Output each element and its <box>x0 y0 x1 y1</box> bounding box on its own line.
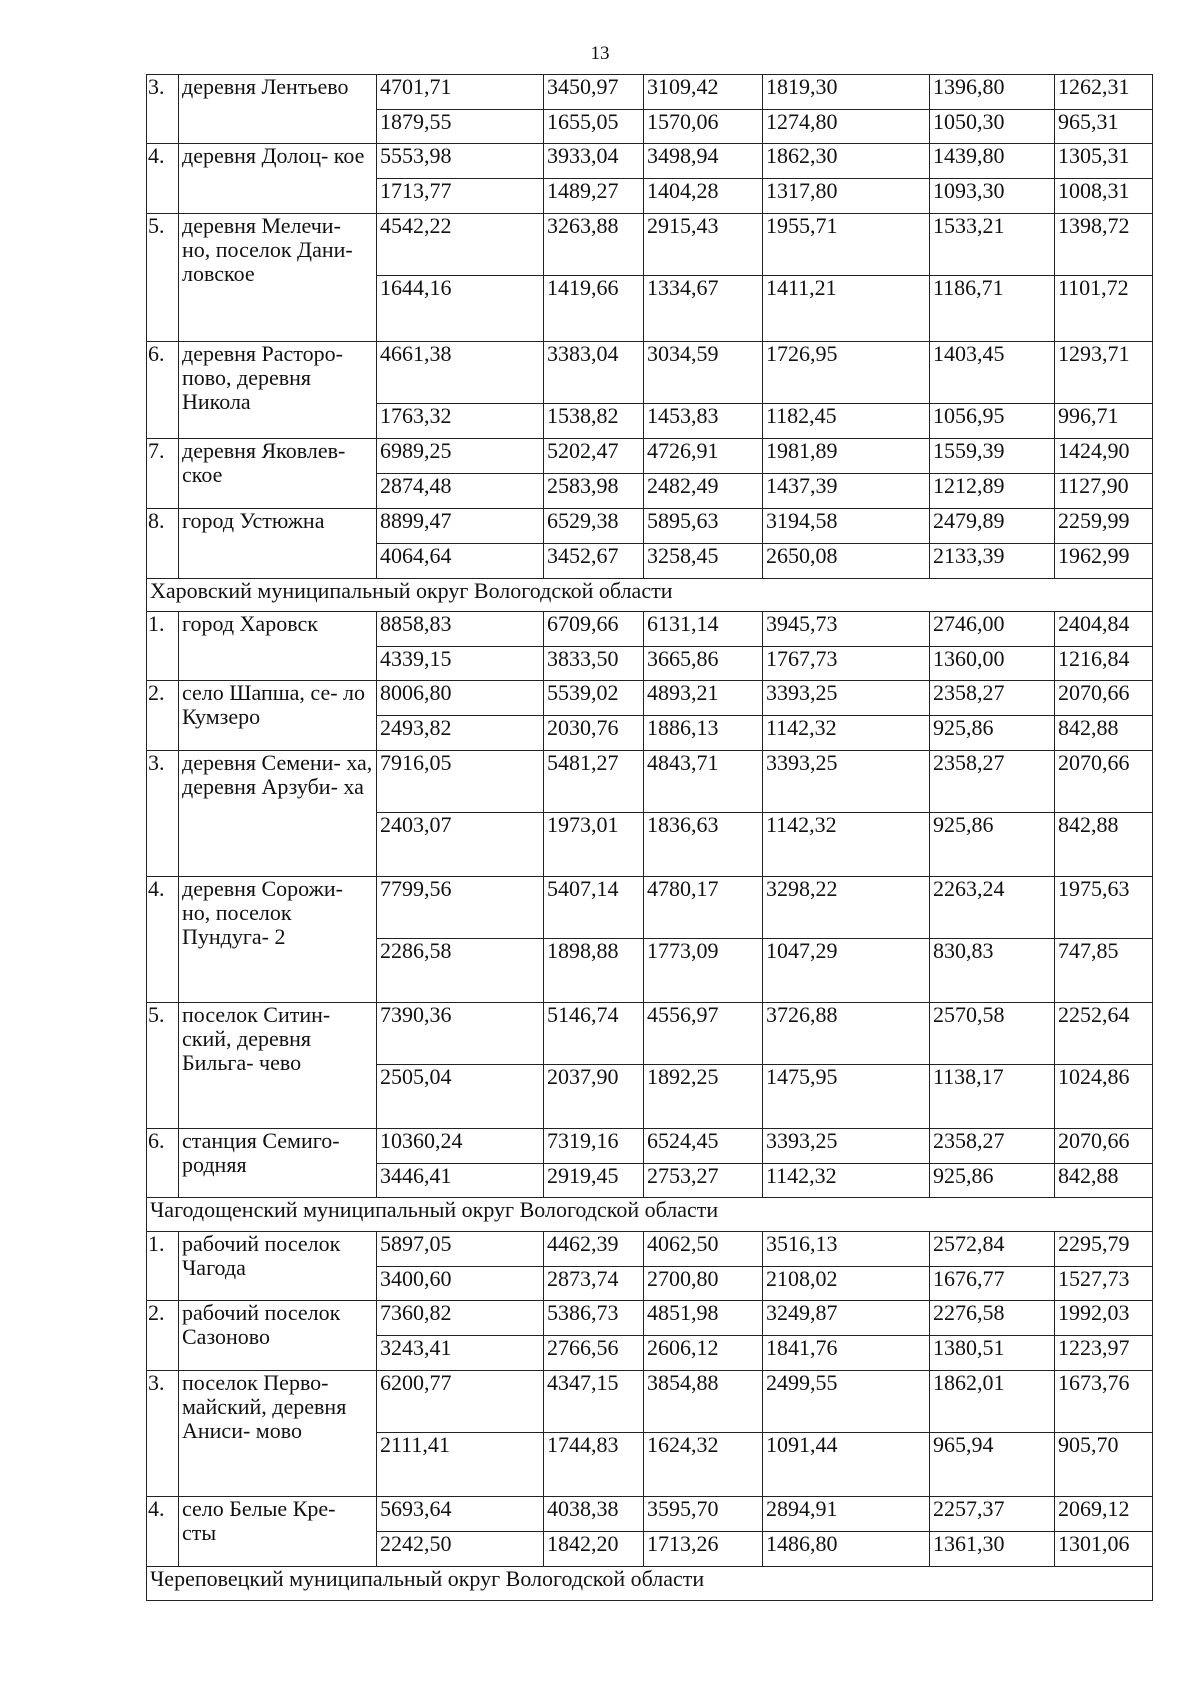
table-row <box>147 439 1153 474</box>
value-cell: 3383,04 <box>544 342 644 404</box>
table-row <box>147 214 1153 276</box>
value-cell: 2030,76 <box>544 716 644 751</box>
value-cell: 7799,56 <box>377 877 544 939</box>
settlement-name: деревня Долоц- кое <box>179 144 377 214</box>
value-cell: 3665,86 <box>644 647 763 681</box>
table-row <box>147 1497 1153 1532</box>
value-cell: 1453,83 <box>644 404 763 439</box>
value-cell: 5553,98 <box>377 144 544 179</box>
value-cell: 2403,07 <box>377 813 544 877</box>
row-number: 1. <box>147 612 179 681</box>
value-cell: 830,83 <box>930 939 1055 1003</box>
value-cell: 1050,30 <box>930 110 1055 144</box>
value-cell: 2874,48 <box>377 474 544 509</box>
row-number: 7. <box>147 439 179 509</box>
value-cell: 5202,47 <box>544 439 644 474</box>
settlement-name: деревня Расторо- пово, деревня Никола <box>179 342 377 439</box>
value-cell: 1411,21 <box>763 276 930 342</box>
value-cell: 1892,25 <box>644 1065 763 1129</box>
value-cell: 3446,41 <box>377 1164 544 1198</box>
value-cell: 1439,80 <box>930 144 1055 179</box>
value-cell: 1486,80 <box>763 1532 930 1567</box>
value-cell: 4462,39 <box>544 1232 644 1267</box>
value-cell: 2259,99 <box>1055 509 1153 544</box>
settlement-name: город Устюжна <box>179 509 377 579</box>
row-number: 6. <box>147 342 179 439</box>
value-cell: 3833,50 <box>544 647 644 681</box>
table-row <box>147 509 1153 544</box>
value-cell: 4851,98 <box>644 1301 763 1336</box>
value-cell: 2650,08 <box>763 544 930 579</box>
value-cell: 5539,02 <box>544 681 644 716</box>
row-number: 4. <box>147 1497 179 1567</box>
value-cell: 4064,64 <box>377 544 544 579</box>
value-cell: 2252,64 <box>1055 1003 1153 1065</box>
value-cell: 1182,45 <box>763 404 930 439</box>
value-cell: 5481,27 <box>544 751 644 813</box>
value-cell: 1673,76 <box>1055 1371 1153 1433</box>
value-cell: 1981,89 <box>763 439 930 474</box>
value-cell: 2069,12 <box>1055 1497 1153 1532</box>
value-cell: 2572,84 <box>930 1232 1055 1267</box>
value-cell: 1091,44 <box>763 1433 930 1497</box>
row-number: 8. <box>147 509 179 579</box>
value-cell: 3258,45 <box>644 544 763 579</box>
value-cell: 3516,13 <box>763 1232 930 1267</box>
value-cell: 2070,66 <box>1055 751 1153 813</box>
value-cell: 2276,58 <box>930 1301 1055 1336</box>
value-cell: 3450,97 <box>544 75 644 110</box>
value-cell: 1726,95 <box>763 342 930 404</box>
value-cell: 5897,05 <box>377 1232 544 1267</box>
value-cell: 7319,16 <box>544 1129 644 1164</box>
value-cell: 2499,55 <box>763 1371 930 1433</box>
value-cell: 1437,39 <box>763 474 930 509</box>
value-cell: 6989,25 <box>377 439 544 474</box>
value-cell: 1819,30 <box>763 75 930 110</box>
value-cell: 2108,02 <box>763 1267 930 1301</box>
value-cell: 1676,77 <box>930 1267 1055 1301</box>
value-cell: 1763,32 <box>377 404 544 439</box>
value-cell: 1841,76 <box>763 1336 930 1371</box>
value-cell: 1527,73 <box>1055 1267 1153 1301</box>
row-number: 5. <box>147 1003 179 1129</box>
value-cell: 2295,79 <box>1055 1232 1153 1267</box>
value-cell: 3109,42 <box>644 75 763 110</box>
value-cell: 4542,22 <box>377 214 544 276</box>
value-cell: 1713,26 <box>644 1532 763 1567</box>
value-cell: 5693,64 <box>377 1497 544 1532</box>
value-cell: 8858,83 <box>377 612 544 647</box>
value-cell: 1973,01 <box>544 813 644 877</box>
value-cell: 2358,27 <box>930 681 1055 716</box>
table-row <box>147 681 1153 716</box>
value-cell: 1538,82 <box>544 404 644 439</box>
row-number: 3. <box>147 751 179 877</box>
value-cell: 2479,89 <box>930 509 1055 544</box>
table-row <box>147 1129 1153 1164</box>
value-cell: 842,88 <box>1055 813 1153 877</box>
value-cell: 2404,84 <box>1055 612 1153 647</box>
value-cell: 842,88 <box>1055 1164 1153 1198</box>
value-cell: 925,86 <box>930 1164 1055 1198</box>
value-cell: 1879,55 <box>377 110 544 144</box>
table-row <box>147 1232 1153 1267</box>
section-row <box>147 1567 1153 1601</box>
value-cell: 1898,88 <box>544 939 644 1003</box>
value-cell: 1424,90 <box>1055 439 1153 474</box>
page-number: 13 <box>590 43 610 64</box>
value-cell: 1489,27 <box>544 179 644 214</box>
value-cell: 1396,80 <box>930 75 1055 110</box>
value-cell: 1624,32 <box>644 1433 763 1497</box>
value-cell: 3400,60 <box>377 1267 544 1301</box>
value-cell: 1475,95 <box>763 1065 930 1129</box>
row-number: 2. <box>147 681 179 751</box>
value-cell: 842,88 <box>1055 716 1153 751</box>
value-cell: 1570,06 <box>644 110 763 144</box>
value-cell: 3498,94 <box>644 144 763 179</box>
tariff-table <box>146 74 1153 1601</box>
value-cell: 5895,63 <box>644 509 763 544</box>
value-cell: 1398,72 <box>1055 214 1153 276</box>
value-cell: 2919,45 <box>544 1164 644 1198</box>
settlement-name: село Белые Кре- сты <box>179 1497 377 1567</box>
value-cell: 7916,05 <box>377 751 544 813</box>
value-cell: 1142,32 <box>763 813 930 877</box>
value-cell: 2133,39 <box>930 544 1055 579</box>
settlement-name: деревня Лентьево <box>179 75 377 144</box>
settlement-name: станция Семиго- родняя <box>179 1129 377 1198</box>
value-cell: 2358,27 <box>930 1129 1055 1164</box>
value-cell: 6524,45 <box>644 1129 763 1164</box>
value-cell: 4780,17 <box>644 877 763 939</box>
value-cell: 925,86 <box>930 716 1055 751</box>
value-cell: 1767,73 <box>763 647 930 681</box>
value-cell: 4701,71 <box>377 75 544 110</box>
value-cell: 1862,30 <box>763 144 930 179</box>
value-cell: 1212,89 <box>930 474 1055 509</box>
value-cell: 2583,98 <box>544 474 644 509</box>
table-row <box>147 342 1153 404</box>
settlement-name: рабочий поселок Чагода <box>179 1232 377 1301</box>
value-cell: 1773,09 <box>644 939 763 1003</box>
value-cell: 1142,32 <box>763 716 930 751</box>
value-cell: 4062,50 <box>644 1232 763 1267</box>
value-cell: 4843,71 <box>644 751 763 813</box>
value-cell: 1862,01 <box>930 1371 1055 1433</box>
section-row <box>147 579 1153 612</box>
value-cell: 2700,80 <box>644 1267 763 1301</box>
value-cell: 1293,71 <box>1055 342 1153 404</box>
value-cell: 4661,38 <box>377 342 544 404</box>
value-cell: 1186,71 <box>930 276 1055 342</box>
value-cell: 1317,80 <box>763 179 930 214</box>
value-cell: 3945,73 <box>763 612 930 647</box>
value-cell: 3393,25 <box>763 1129 930 1164</box>
value-cell: 7360,82 <box>377 1301 544 1336</box>
value-cell: 2606,12 <box>644 1336 763 1371</box>
value-cell: 3034,59 <box>644 342 763 404</box>
section-title: Харовский муниципальный округ Вологодской области <box>147 579 1153 612</box>
value-cell: 996,71 <box>1055 404 1153 439</box>
table-row <box>147 612 1153 647</box>
value-cell: 1975,63 <box>1055 877 1153 939</box>
value-cell: 6200,77 <box>377 1371 544 1433</box>
value-cell: 1138,17 <box>930 1065 1055 1129</box>
value-cell: 965,31 <box>1055 110 1153 144</box>
value-cell: 1380,51 <box>930 1336 1055 1371</box>
value-cell: 3263,88 <box>544 214 644 276</box>
value-cell: 2263,24 <box>930 877 1055 939</box>
value-cell: 2242,50 <box>377 1532 544 1567</box>
value-cell: 1955,71 <box>763 214 930 276</box>
row-number: 6. <box>147 1129 179 1198</box>
value-cell: 1008,31 <box>1055 179 1153 214</box>
value-cell: 2493,82 <box>377 716 544 751</box>
table-row <box>147 75 1153 110</box>
value-cell: 1655,05 <box>544 110 644 144</box>
value-cell: 10360,24 <box>377 1129 544 1164</box>
value-cell: 2070,66 <box>1055 1129 1153 1164</box>
value-cell: 1101,72 <box>1055 276 1153 342</box>
value-cell: 3393,25 <box>763 751 930 813</box>
value-cell: 6709,66 <box>544 612 644 647</box>
value-cell: 2766,56 <box>544 1336 644 1371</box>
value-cell: 747,85 <box>1055 939 1153 1003</box>
value-cell: 2746,00 <box>930 612 1055 647</box>
value-cell: 1886,13 <box>644 716 763 751</box>
value-cell: 965,94 <box>930 1433 1055 1497</box>
value-cell: 1644,16 <box>377 276 544 342</box>
value-cell: 1274,80 <box>763 110 930 144</box>
table-row <box>147 1003 1153 1065</box>
value-cell: 5386,73 <box>544 1301 644 1336</box>
value-cell: 4726,91 <box>644 439 763 474</box>
value-cell: 3452,67 <box>544 544 644 579</box>
settlement-name: деревня Мелечи- но, поселок Дани- ловское <box>179 214 377 342</box>
value-cell: 3726,88 <box>763 1003 930 1065</box>
value-cell: 1403,45 <box>930 342 1055 404</box>
value-cell: 2111,41 <box>377 1433 544 1497</box>
settlement-name: село Шапша, се- ло Кумзеро <box>179 681 377 751</box>
row-number: 3. <box>147 75 179 144</box>
table-row <box>147 1301 1153 1336</box>
value-cell: 3298,22 <box>763 877 930 939</box>
value-cell: 1992,03 <box>1055 1301 1153 1336</box>
value-cell: 1301,06 <box>1055 1532 1153 1567</box>
row-number: 4. <box>147 144 179 214</box>
value-cell: 3595,70 <box>644 1497 763 1532</box>
value-cell: 4339,15 <box>377 647 544 681</box>
value-cell: 6529,38 <box>544 509 644 544</box>
value-cell: 3933,04 <box>544 144 644 179</box>
value-cell: 1559,39 <box>930 439 1055 474</box>
value-cell: 1842,20 <box>544 1532 644 1567</box>
value-cell: 1360,00 <box>930 647 1055 681</box>
value-cell: 1047,29 <box>763 939 930 1003</box>
row-number: 4. <box>147 877 179 1003</box>
value-cell: 3249,87 <box>763 1301 930 1336</box>
value-cell: 1836,63 <box>644 813 763 877</box>
value-cell: 8899,47 <box>377 509 544 544</box>
value-cell: 2482,49 <box>644 474 763 509</box>
value-cell: 1127,90 <box>1055 474 1153 509</box>
value-cell: 1216,84 <box>1055 647 1153 681</box>
value-cell: 1305,31 <box>1055 144 1153 179</box>
value-cell: 1361,30 <box>930 1532 1055 1567</box>
value-cell: 1223,97 <box>1055 1336 1153 1371</box>
value-cell: 1262,31 <box>1055 75 1153 110</box>
value-cell: 905,70 <box>1055 1433 1153 1497</box>
value-cell: 1713,77 <box>377 179 544 214</box>
value-cell: 4893,21 <box>644 681 763 716</box>
value-cell: 2358,27 <box>930 751 1055 813</box>
value-cell: 1533,21 <box>930 214 1055 276</box>
value-cell: 7390,36 <box>377 1003 544 1065</box>
value-cell: 4556,97 <box>644 1003 763 1065</box>
value-cell: 5146,74 <box>544 1003 644 1065</box>
row-number: 3. <box>147 1371 179 1497</box>
value-cell: 4347,15 <box>544 1371 644 1433</box>
settlement-name: рабочий поселок Сазоново <box>179 1301 377 1371</box>
settlement-name: город Харовск <box>179 612 377 681</box>
table-row <box>147 751 1153 813</box>
value-cell: 2505,04 <box>377 1065 544 1129</box>
value-cell: 1142,32 <box>763 1164 930 1198</box>
value-cell: 4038,38 <box>544 1497 644 1532</box>
value-cell: 1334,67 <box>644 276 763 342</box>
section-title: Череповецкий муниципальный округ Вологодской области <box>147 1567 1153 1601</box>
value-cell: 1962,99 <box>1055 544 1153 579</box>
value-cell: 1093,30 <box>930 179 1055 214</box>
row-number: 5. <box>147 214 179 342</box>
value-cell: 1404,28 <box>644 179 763 214</box>
value-cell: 2037,90 <box>544 1065 644 1129</box>
value-cell: 6131,14 <box>644 612 763 647</box>
value-cell: 1056,95 <box>930 404 1055 439</box>
settlement-name: поселок Перво- майский, деревня Аниси- мово <box>179 1371 377 1497</box>
value-cell: 1024,86 <box>1055 1065 1153 1129</box>
value-cell: 3854,88 <box>644 1371 763 1433</box>
row-number: 2. <box>147 1301 179 1371</box>
section-title: Чагодощенский муниципальный округ Вологодской области <box>147 1198 1153 1232</box>
value-cell: 2257,37 <box>930 1497 1055 1532</box>
section-row <box>147 1198 1153 1232</box>
table-row <box>147 877 1153 939</box>
value-cell: 8006,80 <box>377 681 544 716</box>
value-cell: 2286,58 <box>377 939 544 1003</box>
settlement-name: поселок Ситин- ский, деревня Бильга- чево <box>179 1003 377 1129</box>
settlement-name: деревня Сорожи- но, поселок Пундуга- 2 <box>179 877 377 1003</box>
table-row <box>147 1371 1153 1433</box>
settlement-name: деревня Яковлев- ское <box>179 439 377 509</box>
value-cell: 3194,58 <box>763 509 930 544</box>
value-cell: 2915,43 <box>644 214 763 276</box>
settlement-name: деревня Семени- ха, деревня Арзуби- ха <box>179 751 377 877</box>
value-cell: 3243,41 <box>377 1336 544 1371</box>
row-number: 1. <box>147 1232 179 1301</box>
value-cell: 2570,58 <box>930 1003 1055 1065</box>
value-cell: 2753,27 <box>644 1164 763 1198</box>
value-cell: 2070,66 <box>1055 681 1153 716</box>
value-cell: 3393,25 <box>763 681 930 716</box>
value-cell: 2873,74 <box>544 1267 644 1301</box>
value-cell: 2894,91 <box>763 1497 930 1532</box>
table-row <box>147 144 1153 179</box>
value-cell: 1419,66 <box>544 276 644 342</box>
value-cell: 5407,14 <box>544 877 644 939</box>
value-cell: 925,86 <box>930 813 1055 877</box>
value-cell: 1744,83 <box>544 1433 644 1497</box>
